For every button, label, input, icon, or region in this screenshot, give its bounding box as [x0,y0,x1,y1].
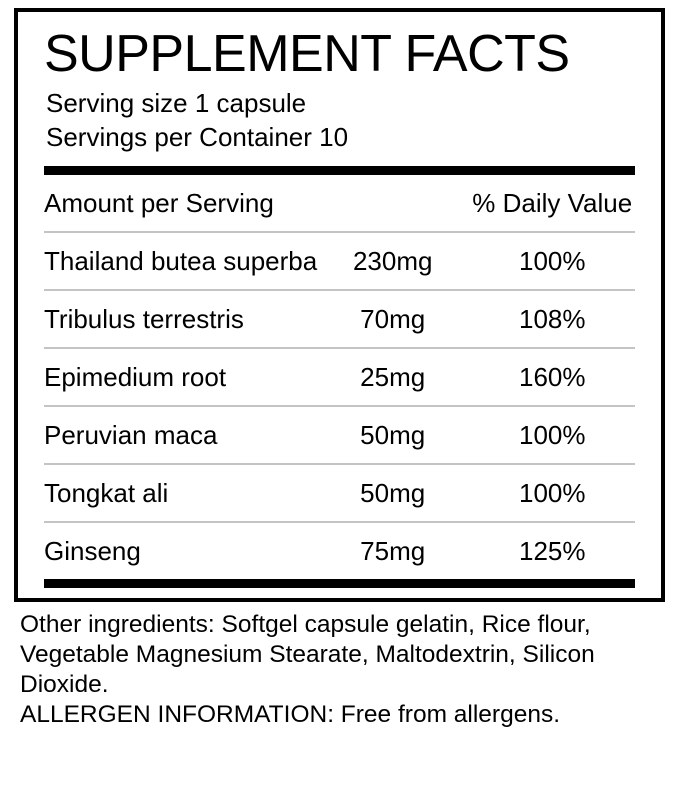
ingredient-name: Ginseng [44,536,141,566]
column-header-daily-value: % Daily Value [472,188,633,218]
footer-text-block [14,602,665,730]
other-ingredients-text: Other ingredients: Softgel capsule gelatin, Rice flour, Vegetable Magnesium Stearate, Maltodextrin, Silicon Dioxide. [20,611,595,698]
ingredient-daily-value: 160% [519,362,586,392]
ingredient-daily-value: 100% [519,246,586,276]
table-row [44,349,635,405]
ingredient-amount: 25mg [360,362,426,392]
table-row [44,291,635,347]
ingredient-daily-value: 100% [519,478,586,508]
table-row [44,465,635,521]
column-header-blank [316,175,470,231]
ingredient-daily-value: 108% [519,304,586,334]
facts-panel [14,8,665,602]
ingredient-amount: 230mg [352,246,433,276]
ingredient-amount: 70mg [360,304,426,334]
table-row [44,523,635,579]
divider-thick-bottom [44,579,635,588]
ingredient-amount: 75mg [360,536,426,566]
ingredient-amount: 50mg [360,478,426,508]
divider-thick-top [44,166,635,175]
ingredient-name: Peruvian maca [44,420,218,450]
serving-size-text: Serving size 1 capsule [46,88,307,118]
ingredient-name: Tribulus terrestris [44,304,244,334]
table-row [44,407,635,463]
page-title: SUPPLEMENT FACTS [44,25,570,83]
table-header-row [44,175,635,231]
column-header-amount: Amount per Serving [44,188,274,218]
ingredient-daily-value: 125% [519,536,586,566]
servings-per-container-text: Servings per Container 10 [46,122,349,152]
nutrition-table [44,175,635,579]
ingredient-daily-value: 100% [519,420,586,450]
ingredient-name: Epimedium root [44,362,227,392]
ingredient-name: Tongkat ali [44,478,169,508]
allergen-information-text: ALLERGEN INFORMATION: Free from allergens. [20,701,561,728]
ingredient-name: Thailand butea superba [44,246,318,276]
table-row [44,233,635,289]
ingredient-amount: 50mg [360,420,426,450]
